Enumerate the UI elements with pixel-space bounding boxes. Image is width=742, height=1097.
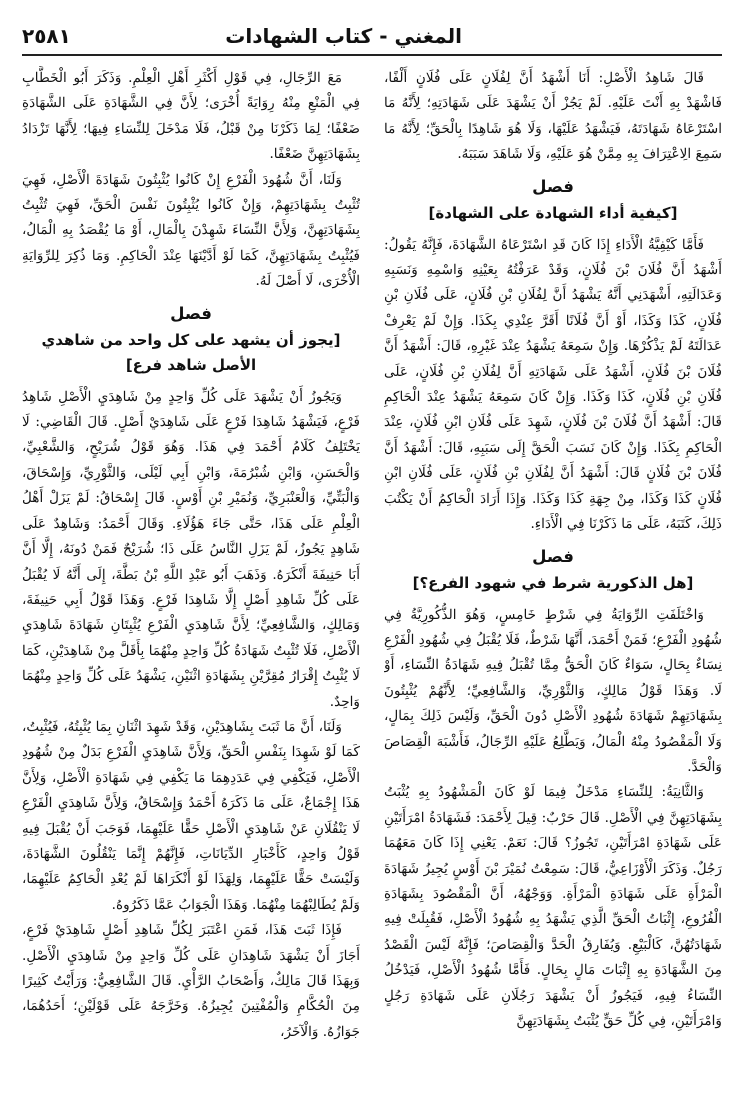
paragraph: وَاخْتَلَفَتِ الرِّوَايَةُ فِي شَرْطٍ خَامِسٍ، وَهُوَ الذُّكُورِيَّةُ فِي شُهُودِ الْفَرْعِ؛ فَمَنْ أَحْمَدَ، أَنَّهَا شَرْطٌ، فَلَا يُقْبَلُ فِي شُهُودِ الْفَرْعِ نِسَاءٌ بِحَالٍ، سَوَاءٌ كَانَ الْحَقُّ مِمَّا تُقْبَلُ فِيهِ شَهَادَةُ النِّسَاءِ، أَوْ لَا. وَهَذَا قَوْلُ مَالِكٍ، وَالثَّوْرِيِّ، وَالشَّافِعِيِّ؛ لِأَنَّهُمْ يُثْبِتُونَ بِشَهَادَتِهِمْ شَهَادَةَ شُهُودِ الْأَصْلِ دُونَ الْحَقِّ، وَلَيْسَ ذَلِكَ بِمَالٍ، وَلَا الْمَقْصُودُ مِنْهُ الْمَالُ، وَيَطَّلِعُ عَلَيْهِ الرِّجَالُ، فَأَشْبَهَ الْقِصَاصَ وَالْحَدَّ. — [384, 606, 722, 775]
paragraph: وَلَنَا، أَنَّ مَا ثَبَتَ بِشَاهِدَيْنِ، وَقَدْ شَهِدَ اثْنَانِ بِمَا يُثْبِتُهُ، فَيُثْبِتُ، كَمَا لَوْ شَهِدَا بِنَفْسِ الْحَقِّ، وَلِأَنَّ شَاهِدَيِ الْفَرْعِ بَدَلٌ مِنْ شُهُودِ الْأَصْلِ، فَيَكْفِي فِي عَدَدِهِمَا مَا يَكْفِي فِي شَهَادَةِ الْأَصْلِ، وَلِأَنَّ هَذَا إِجْمَاعٌ، عَلَى مَا ذَكَرَهُ أَحْمَدُ وَإِسْحَاقُ، وَلِأَنَّ شَاهِدَيِ الْفَرْعِ لَا يَنْقُلَانِ عَنْ شَاهِدَيِ الْأَصْلِ حَقًّا عَلَيْهِمَا، فَوَجَبَ أَنْ يُقْبَلَ فِيهِ قَوْلُ وَاحِدٍ، كَأَخْبَارِ الدِّيَانَاتِ، فَإِنَّهُمْ إِنَّمَا يَنْقُلُونَ الشَّهَادَةَ، وَلَيْسَتْ حَقًّا عَلَيْهِمَا، وَلِهَذَا لَوْ أَنْكَرَاهَا لَمْ يُعْدِ الْحَاكِمُ عَلَيْهِمَا، وَلَمْ يُطَالِبْهُمَا مِنْهُمَا. وَهَذَا الْجَوَابُ عَمَّا ذَكَرُوهُ. — [22, 718, 360, 913]
section-title: [كيفية أداء الشهادة على الشهادة] — [428, 203, 678, 222]
page-number: ٢٥٨١ — [22, 24, 71, 48]
paragraph: وَيَجُوزُ أَنْ يَشْهَدَ عَلَى كُلِّ وَاحِدٍ مِنْ شَاهِدَيِ الْأَصْلِ شَاهِدُ فَرْعٍ، فَيَشْهَدُ شَاهِدَا فَرْعٍ عَلَى شَاهِدَيْ أَصْلٍ. قَالَ الْقَاضِي: لَا يَخْتَلِفُ كَلَامُ أَحْمَدَ فِي هَذَا. وَهُوَ قَوْلُ شُرَيْحٍ، وَالشَّعْبِيِّ، وَالْحَسَنِ، وَابْنِ شُبْرُمَةَ، وَابْنِ أَبِي لَيْلَى، وَالثَّوْرِيِّ، وَإِسْحَاقَ، وَالْبَتِّيِّ، وَالْعَنْبَرِيِّ، وَنُمَيْرِ بْنِ أَوْسٍ. قَالَ إِسْحَاقُ: لَمْ يَزَلْ أَهْلُ الْعِلْمِ عَلَى هَذَا، حَتَّى جَاءَ هَؤُلَاءِ. وَقَالَ أَحْمَدُ: وَشَاهِدٌ عَلَى شَاهِدٍ يَجُوزُ، لَمْ يَزَلِ النَّاسُ عَلَى ذَا؛ شُرَيْحٌ فَمَنْ دُونَهُ، إِلَّا أَنَّ أَبَا حَنِيفَةَ أَنْكَرَهُ. وَذَهَبَ أَبُو عَبْدِ اللَّهِ بْنُ بَطَّةَ، إِلَى أَنَّهُ لَا يُقْبَلُ عَلَى كُلِّ شَاهِدِ أَصْلٍ إِلَّا شَاهِدَا فَرْعٍ. وَهَذَا قَوْلُ أَبِي حَنِيفَةَ، وَمَالِكٍ، وَالشَّافِعِيِّ؛ لِأَنَّ شَاهِدَيِ الْفَرْعِ يُثْبِتَانِ شَهَادَةَ شَاهِدَيِ الْأَصْلِ، فَلَا تُثْبِتُ شَهَادَةُ كُلِّ وَاحِدٍ مِنْهُمَا بِأَقَلَّ مِنْ شَاهِدَيْنِ، كَمَا لَا يُثْبِتُ إِقْرَارُ مُقِرَّيْنِ بِشَهَادَةِ اثْنَيْنِ، يَشْهَدُ عَلَى كُلِّ وَاحِدٍ مِنْهُمَا وَاحِدٌ. — [22, 388, 360, 710]
right-column — [384, 66, 722, 1086]
section-label: فصل — [170, 303, 212, 323]
left-column — [22, 66, 360, 1086]
paragraph: مَعَ الرِّجَالِ، فِي قَوْلِ أَكْثَرِ أَهْلِ الْعِلْمِ. وَذَكَرَ أَبُو الْخَطَّابِ فِي الْمَنْعِ مِنْهُ رِوَايَةً أُخْرَى؛ لِأَنَّ فِي الشَّهَادَةِ عَلَى الشَّهَادَةِ ضَعْفًا؛ لِمَا ذَكَرْنَا مِنْ قَبْلُ، فَلَا مَدْخَلَ لِلنِّسَاءِ فِيهَا؛ لِأَنَّهَا تَزْدَادُ بِشَهَادَتِهِنَّ ضَعْفًا. — [22, 70, 360, 163]
section-title: [هل الذكورية شرط في شهود الفرع؟] — [412, 573, 694, 592]
section-title: [يجوز أن يشهد على كل واحد من شاهدي الأصل شاهد فرع] — [41, 330, 341, 374]
running-title: المغني - كتاب الشهادات — [225, 24, 462, 48]
paragraph: وَالثَّانِيَةُ: لِلنِّسَاءِ مَدْخَلٌ فِيمَا لَوْ كَانَ الْمَشْهُودُ بِهِ يُثْبَتُ بِشَهَادَتِهِنَّ فِي الْأَصْلِ. قَالَ حَرْبٌ: قِيلَ لِأَحْمَدَ: فَشَهَادَةُ امْرَأَتَيْنِ عَلَى شَهَادَةِ امْرَأَتَيْنِ، تَجُوزُ؟ قَالَ: نَعَمْ. يَعْنِي إِذَا كَانَ مَعَهُمَا رَجُلٌ. وَذَكَرَ الْأَوْزَاعِيُّ، قَالَ: سَمِعْتُ نُمَيْرَ بْنَ أَوْسٍ يُجِيزُ شَهَادَةَ الْمَرْأَةِ عَلَى شَهَادَةِ الْمَرْأَةِ. وَوَجْهُهُ، أَنَّ الْمَقْصُودَ بِشَهَادَةِ الْفُرُوعِ، إِثْبَاتُ الْحَقِّ الَّذِي يَشْهَدُ بِهِ شُهُودُ الْأَصْلِ، فَقُبِلَتْ فِيهِ شَهَادَتُهُنَّ، كَالْبَيْعِ. وَيُفَارِقُ الْحَدَّ وَالْقِصَاصَ؛ فَإِنَّهُ لَيْسَ الْقَصْدُ مِنَ الشَّهَادَةِ بِهِ إِثْبَاتَ مَالٍ بِحَالٍ. فَأَمَّا شُهُودُ الْأَصْلِ، فَيَدْخُلُ النِّسَاءُ فِيهِ، فَيَجُوزُ أَنْ يَشْهَدَ رَجُلَانِ عَلَى شَهَادَةِ رَجُلٍ وَامْرَأَتَيْنِ، فِي كُلِّ حَقٍّ يُثْبَتُ بِشَهَادَتِهِنَّ — [384, 784, 722, 1029]
page-header — [22, 10, 722, 56]
section-label: فصل — [532, 546, 574, 566]
paragraph: فَأَمَّا كَيْفِيَّةُ الْأَدَاءِ إِذَا كَانَ قَدِ اسْتَرْعَاهُ الشَّهَادَةَ، فَإِنَّهُ يَقُولُ: أَشْهَدُ أَنَّ فُلَانَ بْنَ فُلَانٍ، وَقَدْ عَرَفْتُهُ بِعَيْنِهِ وَاسْمِهِ وَنَسَبِهِ وَعَدَالَتِهِ، أَشْهَدَنِي أَنَّهُ يَشْهَدُ أَنَّ لِفُلَانِ بْنِ فُلَانٍ، عَلَى فُلَانِ بْنِ فُلَانٍ، كَذَا وَكَذَا، أَوْ أَنَّ فُلَانًا أَقَرَّ عِنْدِي بِكَذَا. وَإِنْ لَمْ يَعْرِفْ عَدَالَتَهُ لَمْ يَذْكُرْهَا. وَإِنْ سَمِعَهُ يَشْهَدُ عِنْدَ غَيْرِهِ، قَالَ: أَشْهَدُ أَنَّ فُلَانَ بْنَ فُلَانٍ، أَشْهَدُ عَلَى شَهَادَتِهِ أَنَّ لِفُلَانِ بْنِ فُلَانٍ، عَلَى فُلَانِ بْنِ فُلَانٍ، كَذَا وَكَذَا. وَإِنْ كَانَ سَمِعَهُ يَشْهَدُ عِنْدَ الْحَاكِمِ قَالَ: أَشْهَدُ أَنَّ فُلَانَ بْنَ فُلَانٍ، شَهِدَ عَلَى فُلَانِ ابْنِ فُلَانٍ، عِنْدَ الْحَاكِمِ بِكَذَا. وَإِنْ كَانَ نَسَبَ الْحَقَّ إِلَى سَبَبِهِ، قَالَ: أَشْهَدُ أَنَّ فُلَانَ بْنَ فُلَانٍ قَالَ: أَشْهَدُ أَنَّ لِفُلَانِ بْنِ فُلَانٍ، عَلَى فُلَانِ ابْنِ فُلَانٍ كَذَا وَكَذَا، مِنْ جِهَةِ كَذَا وَكَذَا. وَإِذَا أَرَادَ الْحَاكِمُ أَنْ يَكْتُبَ ذَلِكَ، كَتَبَهُ، عَلَى مَا ذَكَرْنَا فِي الْأَدَاءِ. — [384, 236, 722, 533]
paragraph: فَإِذَا ثَبَتَ هَذَا، فَمَنِ اعْتَبَرَ لِكُلِّ شَاهِدِ أَصْلٍ شَاهِدَيْ فَرْعٍ، أَجَازَ أَنْ يَشْهَدَ شَاهِدَانِ عَلَى كُلِّ وَاحِدٍ مِنْ شَاهِدَيِ الْأَصْلِ. وَبِهَذَا قَالَ مَالِكٌ، وَأَصْحَابُ الرَّأْيِ. قَالَ الشَّافِعِيُّ: وَرَأَيْتُ كَثِيرًا مِنَ الْحُكَّامِ وَالْمُفْتِينَ يُجِيزُهُ. وَخَرَّجَهُ عَلَى قَوْلَيْنِ؛ أَحَدُهُمَا، جَوَازُهُ. وَالْآخَرُ، — [22, 922, 360, 1040]
section-label: فصل — [532, 176, 574, 196]
paragraph: قَالَ شَاهِدُ الْأَصْلِ: أَنَا أَشْهَدُ أَنَّ لِفُلَانٍ عَلَى فُلَانٍ أَلْفًا، فَاشْهَدْ بِهِ أَنْتَ عَلَيْهِ. لَمْ يَجُزْ أَنْ يَشْهَدَ عَلَى شَهَادَتِهِ؛ لِأَنَّهُ مَا اسْتَرْعَاهُ شَهَادَتَهُ، فَيَشْهَدُ عَلَيْهَا، وَلَا هُوَ شَاهِدًا بِالْحَقِّ؛ لِأَنَّهُ مَا سَمِعَ الِاعْتِرَافَ بِهِ مِمَّنْ هُوَ عَلَيْهِ، وَلَا شَاهَدَ سَبَبَهُ. — [384, 70, 722, 163]
paragraph: وَلَنَا، أَنَّ شُهُودَ الْفَرْعِ إِنْ كَانُوا يُثْبِتُونَ شَهَادَةَ الْأَصْلِ، فَهِيَ تُثْبِتُ بِشَهَادَتِهِمْ، وَإِنْ كَانُوا يُثْبِتُونَ نَفْسَ الْحَقِّ، فَهِيَ تُثْبِتُ بِشَهَادَتِهِنَّ، وَلِأَنَّ النِّسَاءَ شَهِدْنَ بِالْمَالِ، أَوْ مَا يُقْصَدُ بِهِ الْمَالُ، فَيُثْبِتُ بِشَهَادَتِهِنَّ، كَمَا لَوْ أَدَّيْنَهَا عِنْدَ الْحَاكِمِ. وَمَا ذُكِرَ لِلرِّوَايَةِ الْأُخْرَى، لَا أَصْلَ لَهُ. — [22, 171, 360, 290]
